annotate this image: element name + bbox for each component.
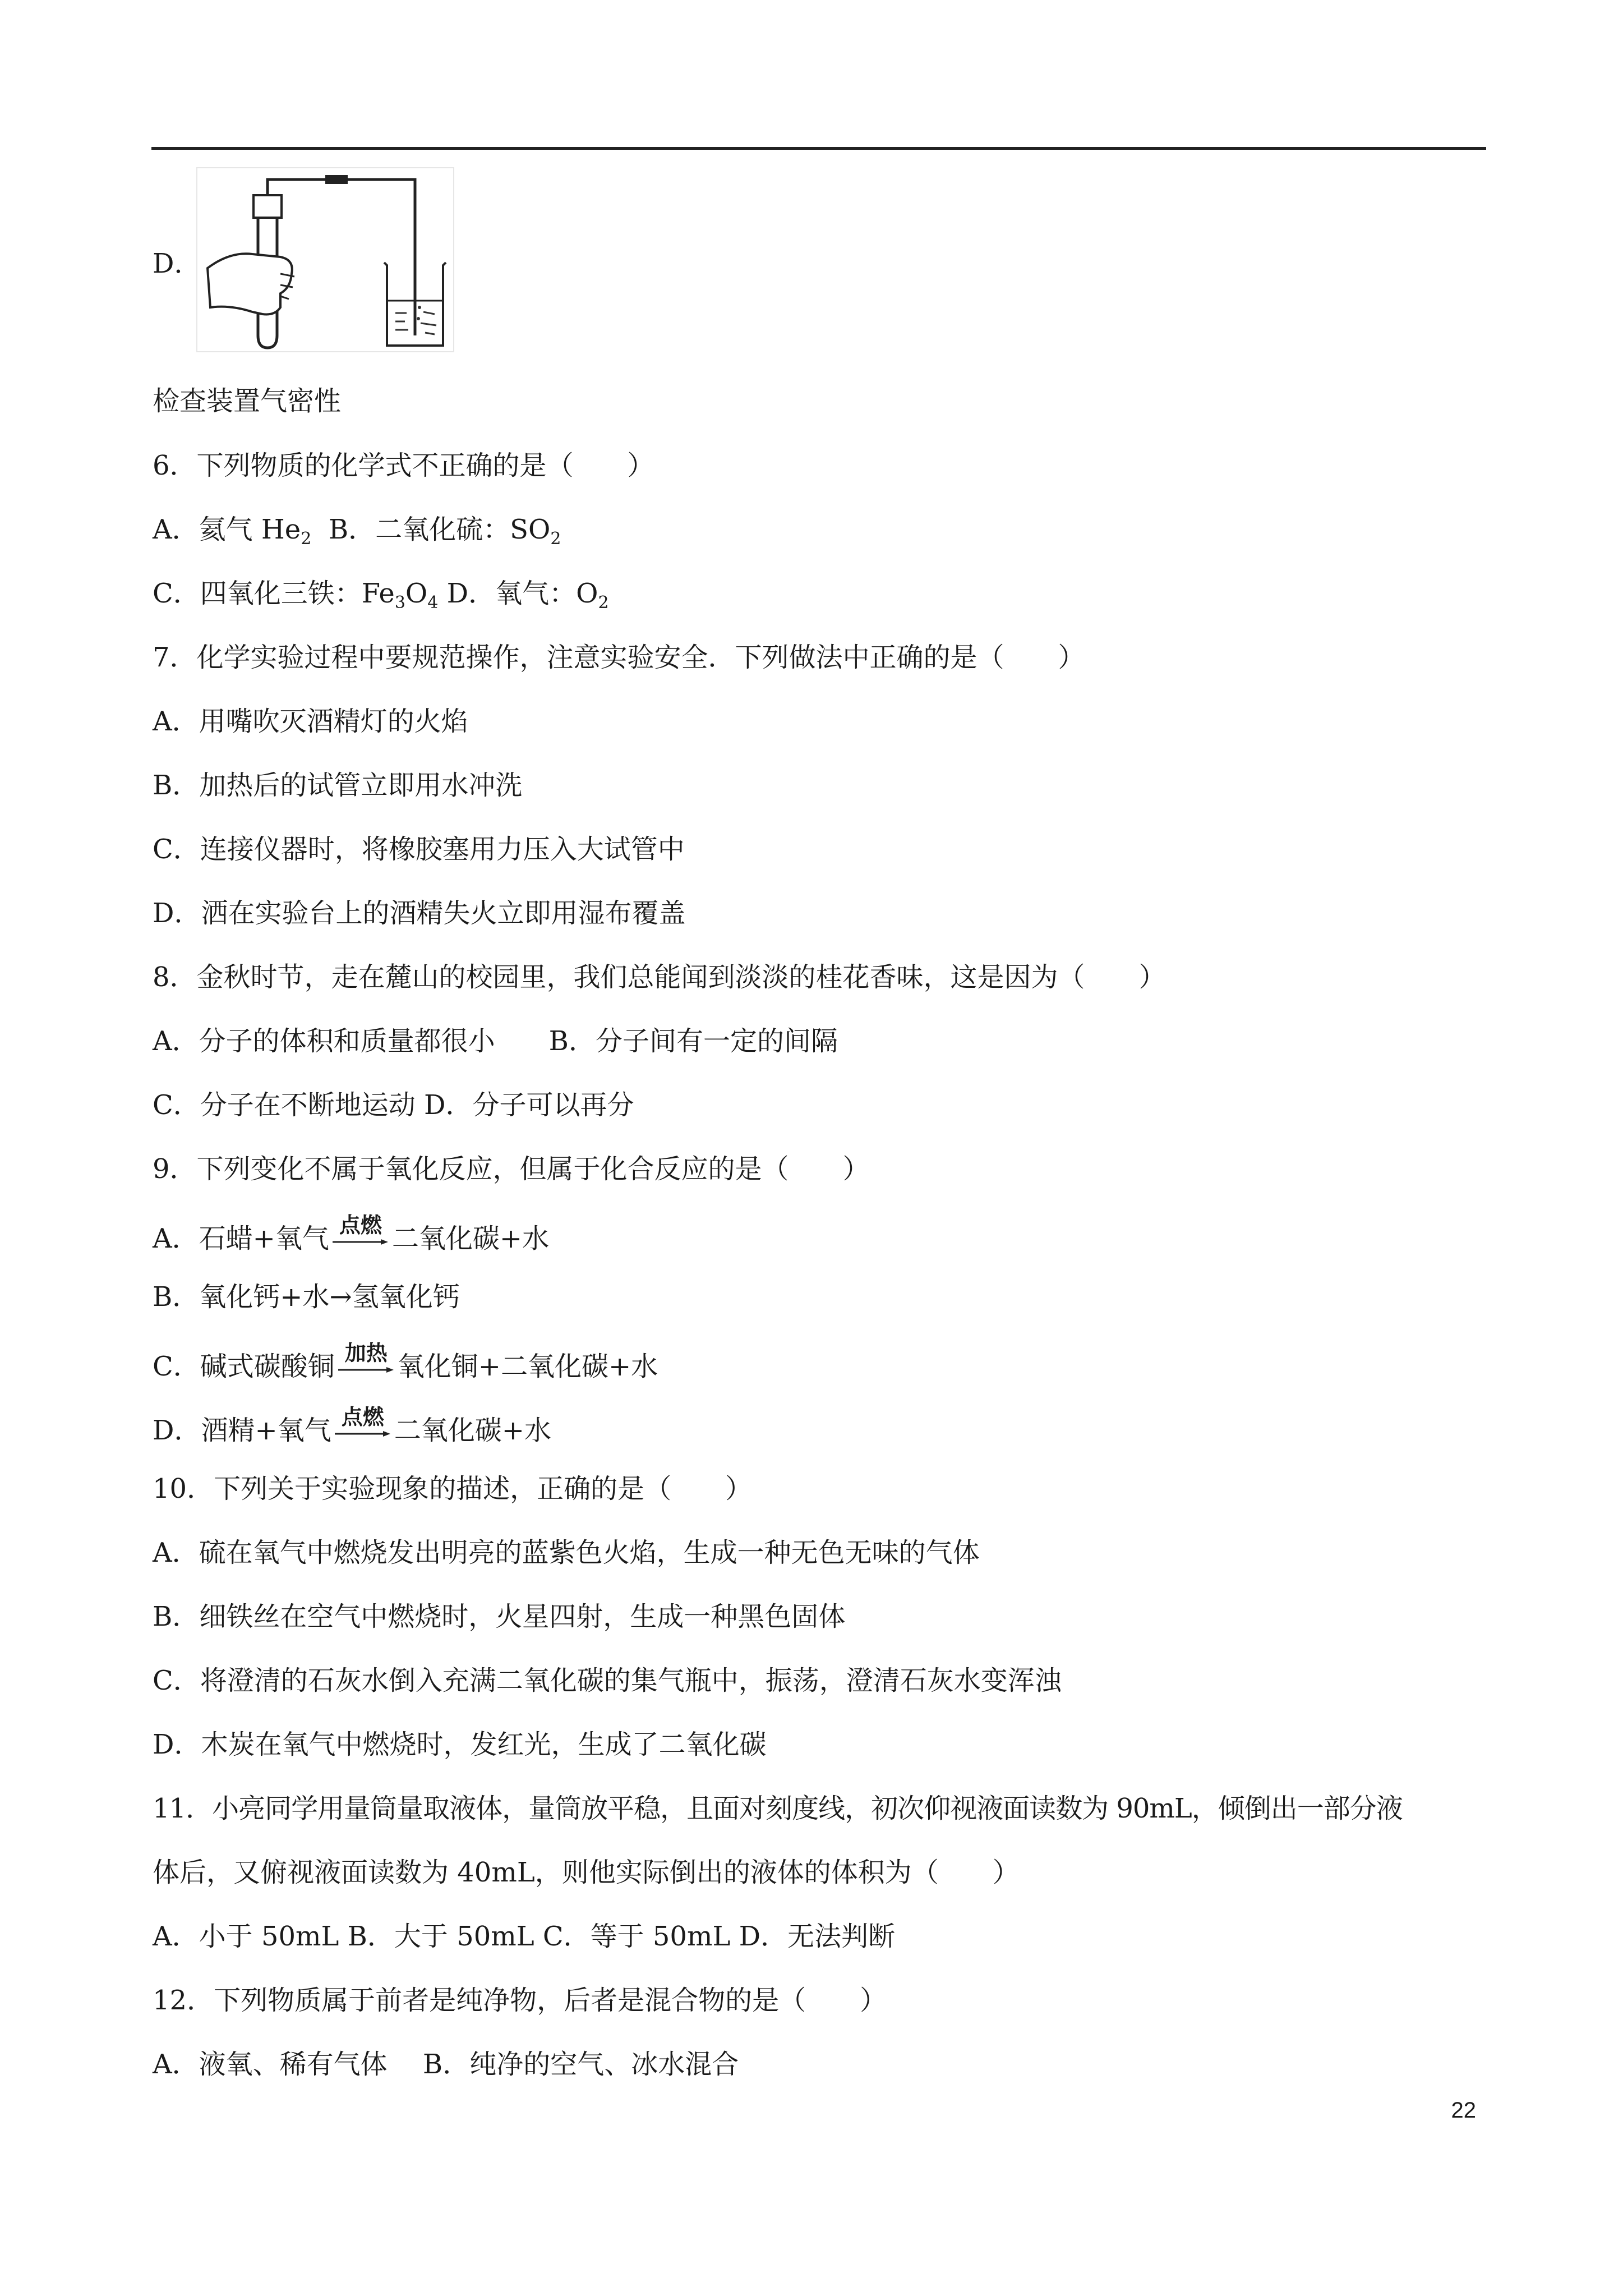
q8-options-cd: C．分子在不断地运动 D．分子可以再分 <box>153 1089 634 1121</box>
airtightness-apparatus-figure <box>196 167 454 352</box>
q9-option-d: D．酒精+氧气 点燃 二氧化碳+水 <box>153 1405 551 1446</box>
q10-option-c: C．将澄清的石灰水倒入充满二氧化碳的集气瓶中，振荡，澄清石灰水变浑浊 <box>153 1665 1062 1696</box>
q9-option-c: C．碱式碳酸铜 加热 氧化铜+二氧化碳+水 <box>153 1341 658 1382</box>
q10-option-b: B．细铁丝在空气中燃烧时，火星四射，生成一种黑色固体 <box>153 1601 846 1632</box>
q9-option-a: A．石蜡+氧气 点燃 二氧化碳+水 <box>153 1213 550 1254</box>
figure-option-label: D． <box>153 248 201 279</box>
q11-options: A．小于 50mL B．大于 50mL C．等于 50mL D．无法判断 <box>153 1921 896 1952</box>
q12-options-ab: A．液氧、稀有气体 B．纯净的空气、冰水混合 <box>153 2049 739 2080</box>
q8-stem: 8．金秋时节，走在麓山的校园里，我们总能闻到淡淡的桂花香味，这是因为（ ） <box>153 961 1166 993</box>
q10-option-d: D．木炭在氧气中燃烧时，发红光，生成了二氧化碳 <box>153 1729 767 1760</box>
reaction-condition-arrow: 加热 <box>336 1344 396 1375</box>
reaction-condition-arrow: 点燃 <box>333 1408 393 1439</box>
q7-option-c: C．连接仪器时，将橡胶塞用力压入大试管中 <box>153 834 685 865</box>
q12-stem: 12．下列物质属于前者是纯净物，后者是混合物的是（ ） <box>153 1985 887 2016</box>
q9-option-b: B．氧化钙+水→氢氧化钙 <box>153 1281 460 1313</box>
header-rule <box>151 147 1486 150</box>
q9-stem: 9．下列变化不属于氧化反应，但属于化合反应的是（ ） <box>153 1153 870 1185</box>
q7-option-d: D．洒在实验台上的酒精失火立即用湿布覆盖 <box>153 898 686 929</box>
q6-stem: 6．下列物质的化学式不正确的是（ ） <box>153 450 654 481</box>
q7-stem: 7．化学实验过程中要规范操作，注意实验安全．下列做法中正确的是（ ） <box>153 642 1085 673</box>
q11-stem-line1: 11．小亮同学用量筒量取液体，量筒放平稳，且面对刻度线，初次仰视液面读数为 90mL，倾倒出一部分液 <box>153 1793 1403 1824</box>
page-number: 22 <box>1451 2098 1476 2123</box>
q11-stem-line2: 体后，又俯视液面读数为 40mL，则他实际倒出的液体的体积为（ ） <box>153 1857 1020 1888</box>
q7-option-a: A．用嘴吹灭酒精灯的火焰 <box>153 706 468 737</box>
q10-option-a: A．硫在氧气中燃烧发出明亮的蓝紫色火焰，生成一种无色无味的气体 <box>153 1537 980 1568</box>
q10-stem: 10．下列关于实验现象的描述，正确的是（ ） <box>153 1473 753 1504</box>
q7-option-b: B．加热后的试管立即用水冲洗 <box>153 770 523 801</box>
q6-options-cd: C．四氧化三铁：$Fe_3O_4$ D．氧气：$O_2$ <box>153 578 609 613</box>
reaction-condition-arrow: 点燃 <box>330 1216 391 1248</box>
figure-caption: 检查装置气密性 <box>153 385 342 417</box>
q6-options-ab: A．氦气 $He_2$ B．二氧化硫：$SO_2$ <box>153 514 561 549</box>
q8-options-ab: A．分子的体积和质量都很小 B．分子间有一定的间隔 <box>153 1025 838 1057</box>
